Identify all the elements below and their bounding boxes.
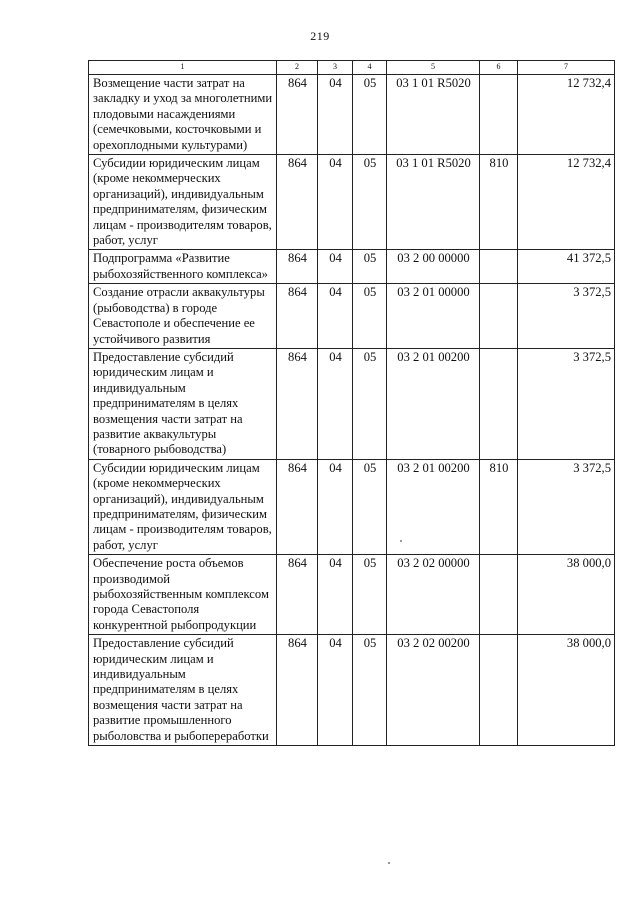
row-subsection-code: 05	[353, 555, 387, 635]
row-expense-type	[480, 250, 518, 284]
header-col-1: 1	[89, 61, 277, 75]
row-section-code: 04	[318, 635, 353, 746]
row-target-code: 03 1 01 R5020	[387, 75, 480, 155]
row-target-code: 03 2 01 00200	[387, 459, 480, 554]
row-name: Предоставление субсидий юридическим лицам и индивидуальным предпринимателям в целях возмещения части затрат на развитие аквакультуры (товарного рыбоводства)	[89, 348, 277, 459]
row-target-code: 03 2 01 00200	[387, 348, 480, 459]
row-ministry-code: 864	[277, 250, 318, 284]
row-subsection-code: 05	[353, 250, 387, 284]
row-amount: 12 732,4	[518, 75, 615, 155]
table-row	[89, 555, 615, 635]
row-subsection-code: 05	[353, 459, 387, 554]
row-section-code: 04	[318, 155, 353, 250]
header-col-3: 3	[318, 61, 353, 75]
row-name: Субсидии юридическим лицам (кроме некоммерческих организаций), индивидуальным предпринимателям, физическим лицам - производителям товаров, работ, услуг	[89, 459, 277, 554]
row-amount: 3 372,5	[518, 348, 615, 459]
table-row	[89, 459, 615, 554]
row-ministry-code: 864	[277, 284, 318, 349]
scan-speck	[400, 540, 402, 542]
row-expense-type	[480, 555, 518, 635]
row-expense-type	[480, 284, 518, 349]
table-row	[89, 250, 615, 284]
row-subsection-code: 05	[353, 155, 387, 250]
header-col-7: 7	[518, 61, 615, 75]
scan-speck	[388, 862, 390, 864]
row-target-code: 03 2 02 00200	[387, 635, 480, 746]
row-ministry-code: 864	[277, 555, 318, 635]
row-name: Предоставление субсидий юридическим лицам и индивидуальным предпринимателям в целях возмещения части затрат на развитие промышленного рыболовства и рыбопереработки	[89, 635, 277, 746]
row-target-code: 03 2 01 00000	[387, 284, 480, 349]
row-subsection-code: 05	[353, 635, 387, 746]
row-ministry-code: 864	[277, 459, 318, 554]
row-expense-type: 810	[480, 459, 518, 554]
row-expense-type	[480, 348, 518, 459]
row-amount: 38 000,0	[518, 635, 615, 746]
row-name: Возмещение части затрат на закладку и уход за многолетними плодовыми насаждениями (семечковыми, косточковыми и орехоплодными культурами)	[89, 75, 277, 155]
row-name: Подпрограмма «Развитие рыбохозяйственного комплекса»	[89, 250, 277, 284]
row-amount: 41 372,5	[518, 250, 615, 284]
table-row	[89, 635, 615, 746]
row-subsection-code: 05	[353, 284, 387, 349]
header-col-5: 5	[387, 61, 480, 75]
table-row	[89, 155, 615, 250]
header-row	[89, 61, 615, 75]
row-subsection-code: 05	[353, 348, 387, 459]
row-amount: 12 732,4	[518, 155, 615, 250]
row-name: Субсидии юридическим лицам (кроме некоммерческих организаций), индивидуальным предпринимателям, физическим лицам - производителям товаров, работ, услуг	[89, 155, 277, 250]
budget-table	[88, 60, 615, 746]
row-section-code: 04	[318, 555, 353, 635]
table-row	[89, 284, 615, 349]
table-body	[89, 75, 615, 746]
row-section-code: 04	[318, 459, 353, 554]
row-amount: 3 372,5	[518, 284, 615, 349]
page-number: 219	[310, 29, 330, 43]
table-row	[89, 75, 615, 155]
header-col-4: 4	[353, 61, 387, 75]
row-expense-type	[480, 75, 518, 155]
row-target-code: 03 1 01 R5020	[387, 155, 480, 250]
row-section-code: 04	[318, 284, 353, 349]
row-amount: 3 372,5	[518, 459, 615, 554]
table-header	[89, 61, 615, 75]
row-expense-type: 810	[480, 155, 518, 250]
header-col-2: 2	[277, 61, 318, 75]
row-ministry-code: 864	[277, 348, 318, 459]
row-ministry-code: 864	[277, 75, 318, 155]
row-amount: 38 000,0	[518, 555, 615, 635]
row-target-code: 03 2 00 00000	[387, 250, 480, 284]
row-target-code: 03 2 02 00000	[387, 555, 480, 635]
table-row	[89, 348, 615, 459]
row-section-code: 04	[318, 250, 353, 284]
row-ministry-code: 864	[277, 635, 318, 746]
row-expense-type	[480, 635, 518, 746]
row-name: Обеспечение роста объемов производимой рыбохозяйственным комплексом города Севастополя конкурентной рыбопродукции	[89, 555, 277, 635]
row-section-code: 04	[318, 75, 353, 155]
header-col-6: 6	[480, 61, 518, 75]
row-name: Создание отрасли аквакультуры (рыбоводства) в городе Севастополе и обеспечение ее устойчивого развития	[89, 284, 277, 349]
row-section-code: 04	[318, 348, 353, 459]
row-subsection-code: 05	[353, 75, 387, 155]
row-ministry-code: 864	[277, 155, 318, 250]
